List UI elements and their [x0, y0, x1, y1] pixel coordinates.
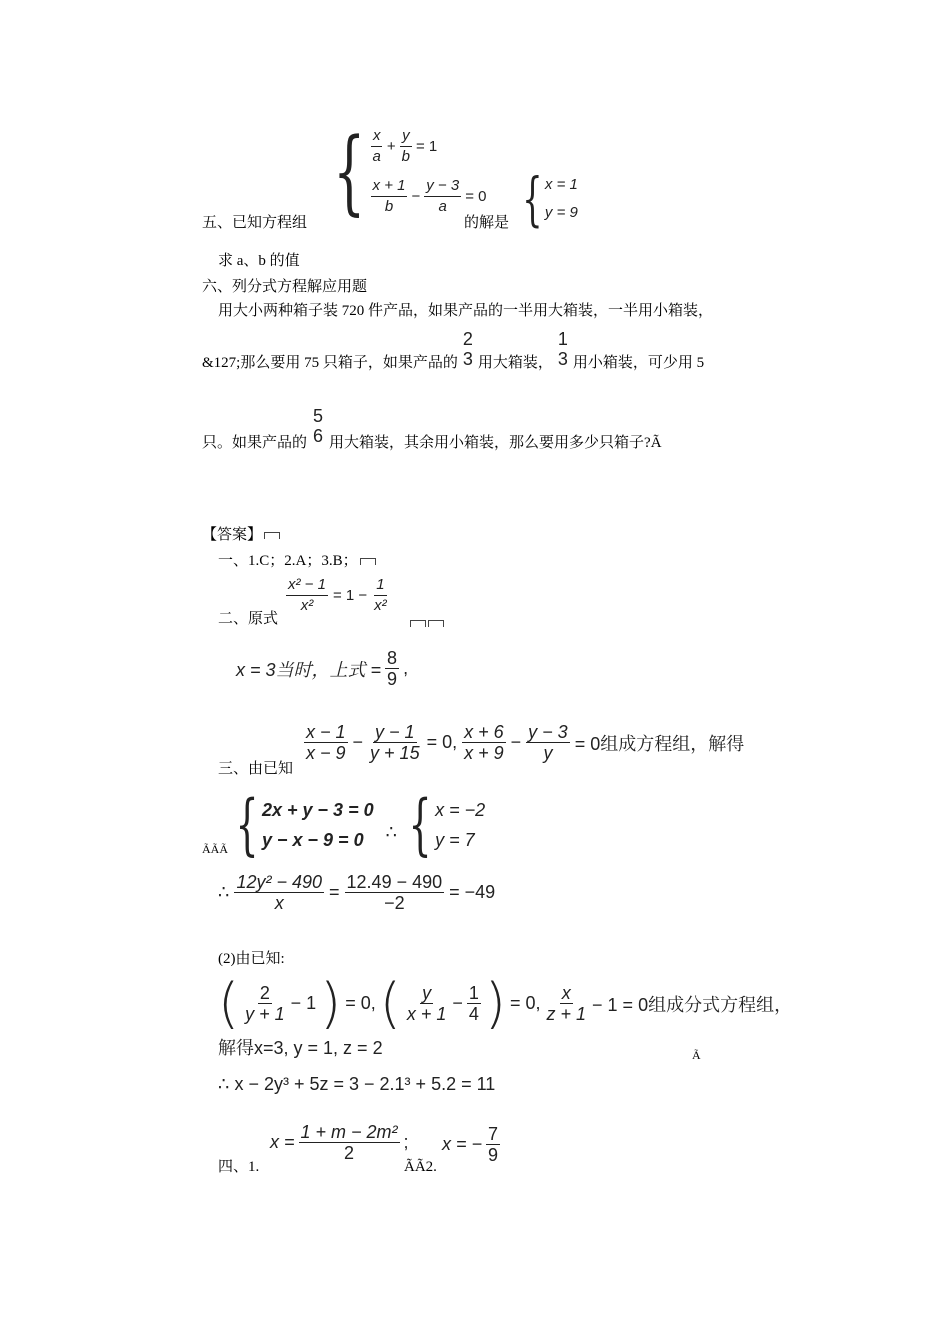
answer-4-part-1: x = $\frac{\text{1 + m − 2m²}}{2}$ ; — [270, 1122, 409, 1163]
answer-2-line-2: x = 3当时，上式 = $\frac{8}{9}$ , — [236, 648, 409, 689]
q5-solution-x: x = 1 — [544, 176, 578, 193]
answer-2-formula: $\frac{\text{x² − 1}}{\text{x²}}$ = 1 − $\frac{1}{\text{x²}}$ — [288, 576, 387, 614]
answer-3b-equations: ( 2 y + 1 − 1 ) = 0, ( y x + 1 − $\frac{1}{4}$ ) = 0, x z + 1 − 1 = 0组成分式方程组， — [218, 972, 793, 1035]
answer-3b-solution: 解得x=3, y = 1, z = 2 — [218, 1038, 383, 1058]
answer-1: 一、1.C；2.A；3.B； — [218, 552, 376, 570]
revision-mark — [264, 532, 280, 539]
answer-3b-mark: Ã — [692, 1048, 701, 1062]
q5-ask: 求 a、b 的值 — [218, 253, 300, 269]
q6-title: 六、列分式方程解应用题 — [202, 279, 368, 295]
revision-mark — [360, 558, 376, 565]
answer-4-mid: ÃÃ2. — [404, 1159, 437, 1175]
answer-3-system: { 2x + y − 3 = 0 y − x − 9 = 0 ∴ { x = −2 y = 7 — [235, 786, 486, 863]
q6-line-1: 用大小两种箱子装 720 件产品，如果产品的一半用大箱装，一半用小箱装， — [218, 303, 714, 319]
answer-3b-final: ∴ x − 2y³ + 5z = 3 − 2.1³ + 5.2 = 11 — [218, 1074, 496, 1094]
q5-prefix: 五、已知方程组 — [202, 215, 308, 231]
answer-header: 【答案】 — [202, 526, 280, 544]
q5-solution — [514, 165, 578, 233]
q5-equation-1: x a + $\frac{y}{b}$ = 1 — [372, 126, 438, 165]
answer-3-label: 三、由已知 — [218, 761, 294, 777]
q5-solution-y: y = 9 — [544, 204, 578, 221]
answer-3-calculation: ∴ $\frac{\text{12y² − 490}}{x}$ = $\frac{12.49 - 490}{-2}$ = −49 — [218, 872, 496, 913]
q6-line-3: 只。如果产品的 5 6 用大箱装，其余用小箱装，那么要用多少只箱子?Ã — [202, 406, 662, 451]
revision-marks — [408, 614, 444, 632]
q5-system — [320, 118, 487, 225]
answer-4-label: 四、1. — [218, 1159, 260, 1175]
q5-middle-text: 的解是 — [464, 215, 510, 231]
left-brace: { — [333, 118, 366, 225]
answer-3-marks: ÃÃÃ — [202, 842, 228, 856]
left-brace: { — [522, 165, 543, 233]
answer-3b-label: (2)由已知: — [218, 951, 285, 967]
answer-2-label: 二、原式 — [218, 611, 279, 627]
answer-4-part-2: x = − $\frac{7}{9}$ — [442, 1124, 499, 1165]
answer-3-equations: x − 1 x − 9 − $\frac{y - 1}{y + 15}$ = 0, x + 6 x + 9 − $\frac{y - 3}{y}$ = 0组成方程组，解得 — [306, 722, 745, 763]
q5-equation-2: x + 1 b − $\frac{y - 3}{a}$ = 0 — [372, 176, 487, 215]
q6-line-2: &127;那么要用 75 只箱子，如果产品的 2 3 用大箱装， 1 3 用小箱装，可少用 5 — [202, 329, 705, 371]
